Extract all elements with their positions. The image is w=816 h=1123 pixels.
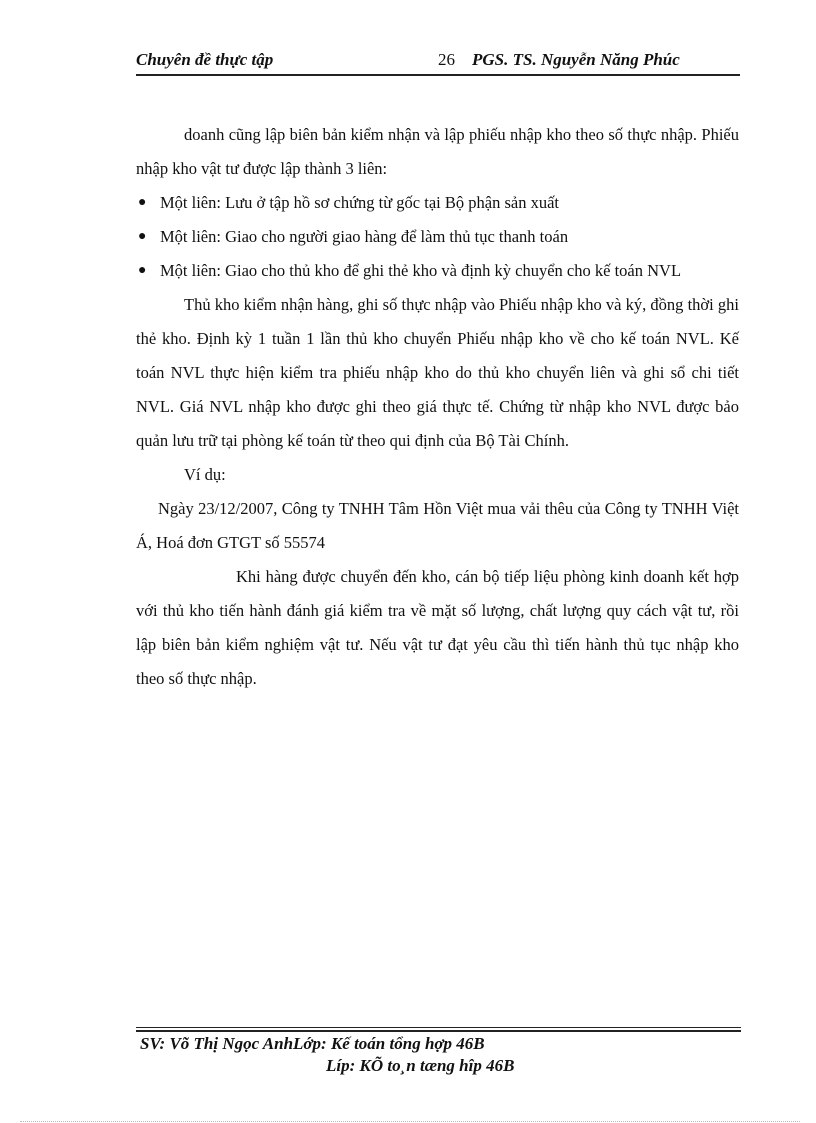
footer-student: SV: Võ Thị Ngọc AnhLớp: Kế toán tổng hợp 46B bbox=[140, 1034, 485, 1053]
bullet-icon: ● bbox=[138, 263, 147, 278]
paragraph-example: Ngày 23/12/2007, Công ty TNHH Tâm Hồn Việt mua vải thêu của Công ty TNHH Việt Á, Hoá đơn GTGT số 55574 bbox=[136, 499, 739, 552]
header-document-title: Chuyên đề thực tập bbox=[136, 50, 274, 69]
footer-divider bbox=[136, 1027, 741, 1028]
page-edge bbox=[20, 1121, 800, 1122]
footer-divider-thick bbox=[136, 1030, 741, 1032]
list-item: ● Một liên: Giao cho thủ kho để ghi thẻ kho và định kỳ chuyển cho kế toán NVL bbox=[136, 254, 739, 288]
bullet-icon: ● bbox=[138, 229, 147, 244]
header-supervisor: PGS. TS. Nguyễn Năng Phúc bbox=[472, 50, 680, 69]
document-body bbox=[136, 118, 739, 696]
bullet-icon: ● bbox=[138, 195, 147, 210]
list-item: ● Một liên: Lưu ở tập hồ sơ chứng từ gốc tại Bộ phận sản xuất bbox=[136, 186, 739, 220]
list-item: ● Một liên: Giao cho người giao hàng để làm thủ tục thanh toán bbox=[136, 220, 739, 254]
paragraph-receipt-intro: doanh cũng lập biên bản kiểm nhận và lập phiếu nhập kho theo số thực nhập. Phiếu nhập kho vật tư được lập thành 3 liên: bbox=[136, 125, 739, 178]
example-label: Ví dụ: bbox=[184, 465, 226, 484]
paragraph-storekeeper: Thủ kho kiểm nhận hàng, ghi số thực nhập vào Phiếu nhập kho và ký, đồng thời ghi thẻ kho. Định kỳ 1 tuần 1 lần thủ kho chuyển Phiếu nhập kho về cho kế toán NVL. Kế toán NVL thực hiện kiểm tra phiếu nhập kho do thủ kho chuyển liên và ghi sổ chi tiết NVL. Giá NVL nhập kho được ghi theo giá thực tế. Chứng từ nhập kho NVL được bảo quản lưu trữ tại phòng kế toán từ theo qui định của Bộ Tài Chính. bbox=[136, 295, 739, 450]
page-number: 26 bbox=[438, 50, 455, 69]
footer-class: Líp: KÕ to¸n tæng hîp 46B bbox=[326, 1056, 515, 1075]
paragraph-inspection: Khi hàng được chuyển đến kho, cán bộ tiếp liệu phòng kinh doanh kết hợp với thủ kho tiến hành đánh giá kiểm tra về mặt số lượng, chất lượng quy cách vật tư, rồi lập biên bản kiểm nghiệm vật tư. Nếu vật tư đạt yêu cầu thì tiến hành thủ tục nhập kho theo số thực nhập. bbox=[136, 567, 739, 688]
copies-list bbox=[136, 186, 739, 288]
page-header bbox=[136, 46, 740, 76]
